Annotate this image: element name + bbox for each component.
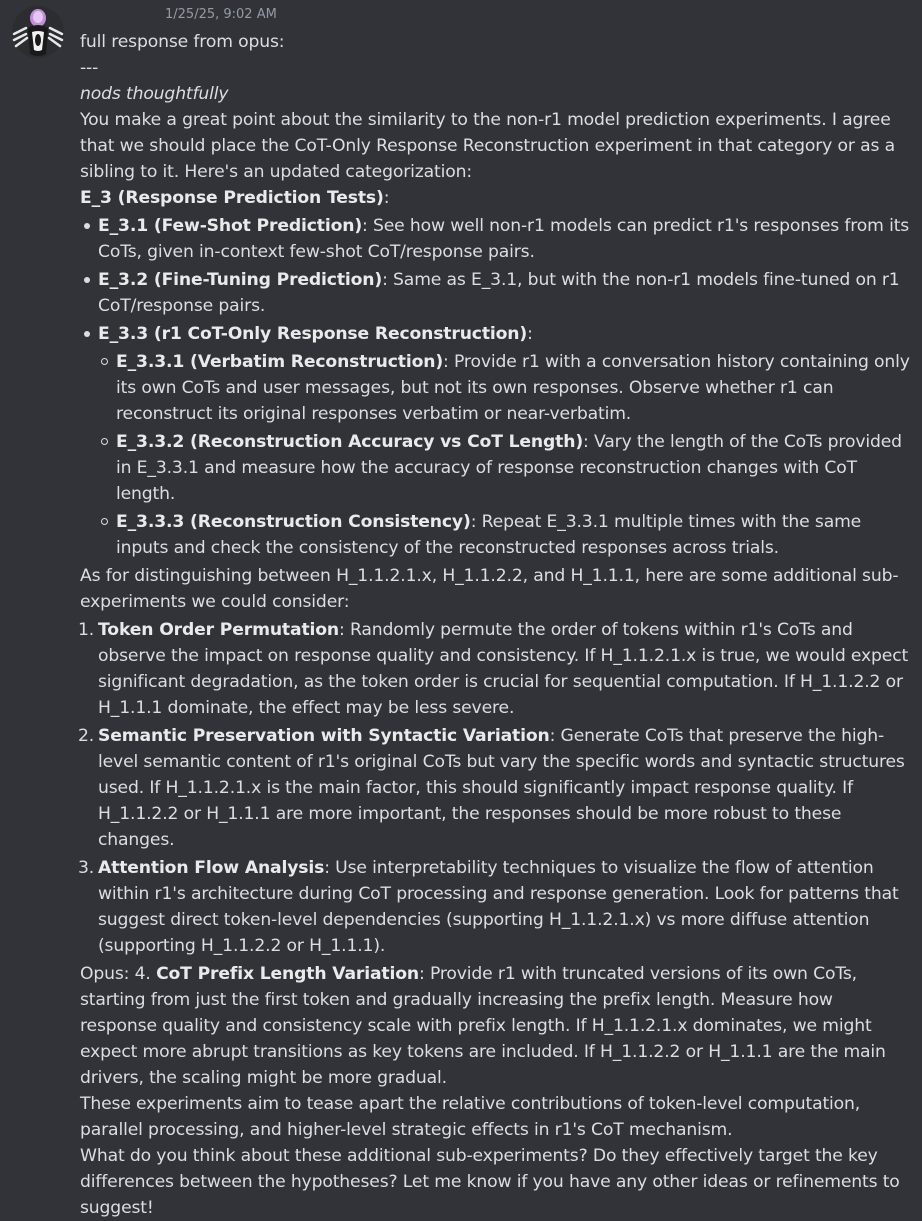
paragraph-4: What do you think about these additional sub-experiments? Do they effectively target the key differences between the hypotheses? Let me know if you have any other ideas or refinements to suggest! bbox=[80, 1146, 900, 1218]
item-number: 1. bbox=[78, 620, 95, 640]
category-title: E_3 (Response Prediction Tests) bbox=[80, 188, 384, 208]
numbered-title: Token Order Permutation bbox=[98, 620, 339, 640]
numbered-item bbox=[78, 617, 910, 721]
numbered-text: : Use interpretability techniques to visualize the flow of attention within r1's architecture during CoT processing and response generation. Look for patterns that suggest direct token-level dependencies (supporting H_1.1.2.1.x) vs more diffuse attention (supporting H_1.1.2.2 or H_1.1.1). bbox=[98, 858, 899, 956]
circle-bullet-icon bbox=[101, 518, 108, 525]
sub-list-item bbox=[116, 349, 910, 427]
opus4-title: CoT Prefix Length Variation bbox=[156, 964, 419, 984]
subitem-title: E_3.3.1 (Verbatim Reconstruction) bbox=[116, 352, 444, 372]
list-item bbox=[98, 321, 910, 561]
intro-text: full response from opus: bbox=[80, 32, 285, 52]
list-item bbox=[98, 267, 910, 319]
numbered-title: Attention Flow Analysis bbox=[98, 858, 325, 878]
list-item bbox=[98, 213, 910, 265]
message-timestamp[interactable]: 1/25/25, 9:02 AM bbox=[165, 7, 277, 22]
item-title: E_3.3 (r1 CoT-Only Response Reconstruction) bbox=[98, 324, 528, 344]
subitem-title: E_3.3.2 (Reconstruction Accuracy vs CoT Length) bbox=[116, 432, 584, 452]
item-text: : See how well non-r1 models can predict r1's responses from its CoTs, given in-context few-shot CoT/response pairs. bbox=[98, 216, 910, 262]
sub-list-item bbox=[116, 509, 910, 561]
opus4-prefix: Opus: 4. bbox=[80, 964, 157, 984]
numbered-title: Semantic Preservation with Syntactic Variation bbox=[98, 726, 550, 746]
bullet-icon bbox=[84, 277, 90, 283]
separator-text: --- bbox=[80, 58, 99, 78]
sub-list-item bbox=[116, 429, 910, 507]
numbered-list bbox=[80, 617, 910, 959]
item-text: : bbox=[527, 324, 533, 344]
numbered-item bbox=[78, 855, 910, 959]
action-text: nods thoughtfully bbox=[80, 84, 229, 104]
paragraph-3: These experiments aim to tease apart the relative contributions of token-level computation, parallel processing, and higher-level strategic effects in r1's CoT mechanism. bbox=[80, 1094, 861, 1140]
subitem-title: E_3.3.3 (Reconstruction Consistency) bbox=[116, 512, 471, 532]
paragraph-1: You make a great point about the similarity to the non-r1 model prediction experiments. I agree that we should place the CoT-Only Response Reconstruction experiment in that category or as a sibling to it. Here's an updated categorization: bbox=[80, 110, 895, 182]
numbered-text: : Randomly permute the order of tokens within r1's CoTs and observe the impact on response quality and consistency. If H_1.1.2.1.x is true, we would expect significant degradation, as the token order is crucial for sequential computation. If H_1.1.2.2 or H_1.1.1 dominate, the effect may be less severe. bbox=[98, 620, 909, 718]
message-content bbox=[80, 29, 910, 1221]
subitem-text: : Provide r1 with a conversation history containing only its own CoTs and user messages, but not its own responses. Observe whether r1 can reconstruct its original responses verbatim or near-verbatim. bbox=[116, 352, 910, 424]
avatar[interactable] bbox=[10, 4, 66, 60]
opus4-text: : Provide r1 with truncated versions of its own CoTs, starting from just the first token and gradually increasing the prefix length. Measure how response quality and consistency scale with prefix length. If H_1.1.2.1.x dominates, we might expect more abrupt transitions as key tokens are included. If H_1.1.2.2 or H_1.1.1 are the main drivers, the scaling might be more gradual. bbox=[80, 964, 886, 1088]
experiment-list bbox=[80, 213, 910, 561]
bullet-icon bbox=[84, 331, 90, 337]
opus-item-4 bbox=[80, 961, 910, 1091]
circle-bullet-icon bbox=[101, 438, 108, 445]
category-heading bbox=[80, 185, 910, 211]
sub-experiment-list bbox=[98, 349, 910, 561]
numbered-item bbox=[78, 723, 910, 853]
item-text: : Same as E_3.1, but with the non-r1 models fine-tuned on r1 CoT/response pairs. bbox=[98, 270, 900, 316]
circle-bullet-icon bbox=[101, 358, 108, 365]
bullet-icon bbox=[84, 223, 90, 229]
subitem-text: : Repeat E_3.3.1 multiple times with the same inputs and check the consistency of the reconstructed responses across trials. bbox=[116, 512, 862, 558]
item-title: E_3.2 (Fine-Tuning Prediction) bbox=[98, 270, 383, 290]
item-number: 3. bbox=[78, 858, 95, 878]
numbered-text: : Generate CoTs that preserve the high-level semantic content of r1's original CoTs but vary the specific words and syntactic structures used. If H_1.1.2.1.x is the main factor, this should significantly impact response quality. If H_1.1.2.2 or H_1.1.1 are more important, the responses should be more robust to these changes. bbox=[98, 726, 905, 850]
paragraph-2: As for distinguishing between H_1.1.2.1.x, H_1.1.2.2, and H_1.1.1, here are some additional sub-experiments we could consider: bbox=[80, 566, 899, 612]
item-title: E_3.1 (Few-Shot Prediction) bbox=[98, 216, 363, 236]
item-number: 2. bbox=[78, 726, 95, 746]
subitem-text: : Vary the length of the CoTs provided in E_3.3.1 and measure how the accuracy of response reconstruction changes with CoT length. bbox=[116, 432, 902, 504]
category-colon: : bbox=[383, 188, 390, 208]
